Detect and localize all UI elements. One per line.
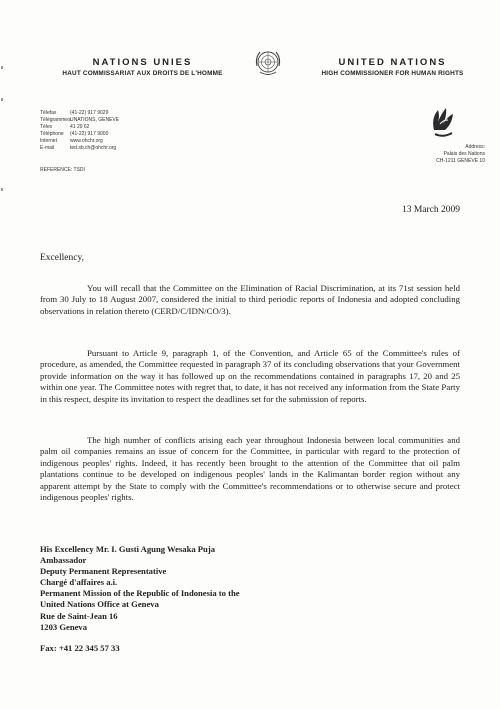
contact-block bbox=[40, 110, 119, 152]
contact-label: Téléphone bbox=[40, 131, 64, 137]
contact-label: Télex bbox=[40, 124, 53, 130]
contact-row bbox=[40, 138, 119, 145]
contact-label: Internet bbox=[40, 138, 57, 144]
addressee-line: Chargé d'affaires a.i. bbox=[40, 577, 118, 588]
contact-value: www.ohchr.org bbox=[70, 138, 103, 144]
contact-label: Télégrammes bbox=[40, 117, 71, 123]
addressee-line: 1203 Geneva bbox=[40, 621, 88, 632]
addressee-line: Ambassador bbox=[40, 555, 87, 566]
fax-number: Fax: +41 22 345 57 33 bbox=[40, 642, 120, 653]
org-title-english: UNITED NATIONS bbox=[338, 57, 447, 68]
contact-value: ted.sb.ch@ohchr.org bbox=[70, 145, 117, 151]
scan-mark bbox=[1, 66, 3, 69]
addressee-block bbox=[40, 544, 240, 654]
address-line: CH-1211 GENEVE 10 bbox=[436, 158, 485, 164]
scan-mark bbox=[1, 98, 3, 101]
contact-label: Télefax bbox=[40, 110, 57, 116]
addressee-line: Permanent Mission of the Republic of Indonesia to the bbox=[40, 588, 240, 599]
contact-row bbox=[40, 124, 119, 131]
body-paragraph bbox=[40, 348, 460, 405]
letterhead-french bbox=[40, 57, 245, 78]
addressee-line: Rue de Saint-Jean 16 bbox=[40, 610, 118, 621]
reference-line: REFERENCE: TSDI bbox=[40, 167, 85, 173]
org-subtitle-english: HIGH COMMISSIONER FOR HUMAN RIGHTS bbox=[321, 70, 464, 77]
paragraph-text: Pursuant to Article 9, paragraph 1, of the Convention, and Article 65 of the Committee's rules of procedure, as amended, the Committee requested in paragraph 37 of its concluding observations that your Government provide information on the way it has followed up on the recommendations contained in paragraphs 17, 20 and 25 within one year. The Committee notes with regret that, to date, it has not received any information from the State Party in this respect, despite its invitation to respect the deadlines set for the submission of reports. bbox=[40, 348, 460, 404]
body-paragraph bbox=[40, 435, 460, 503]
paragraph-text: You will recall that the Committee on the Elimination of Racial Discrimination, at its 71st session held from 30 July to 18 August 2007, considered the initial to third periodic reports of Indonesia and adopted concluding observations in relation thereto (CERD/C/IDN/CO/3). bbox=[40, 283, 460, 316]
paragraph-text: The high number of conflicts arising each year throughout Indonesia between local communities and palm oil companies remains an issue of concern for the Committee, in particular with regard to the protection of indigenous peoples' rights. Indeed, it has recently been brought to the attention of the Committee that oil palm plantations continue to be developed on indigenous peoples' lands in the Kalimantan border region without any apparent attempt by the State to comply with the Committee's recommendations or to otherwise secure and protect indigenous peoples' rights. bbox=[40, 435, 460, 503]
mailing-address bbox=[375, 144, 485, 165]
letterhead-english bbox=[300, 57, 485, 78]
contact-value: 41 29 62 bbox=[70, 124, 90, 130]
contact-value: UNATIONS, GENEVE bbox=[70, 117, 120, 123]
contact-row bbox=[40, 145, 119, 152]
address-line: Palais des Nations bbox=[443, 151, 485, 157]
addressee-line: United Nations Office at Geneva bbox=[40, 599, 159, 610]
org-title-french: NATIONS UNIES bbox=[92, 57, 193, 68]
contact-value: (41-22) 917 9000 bbox=[70, 131, 109, 137]
body-paragraph bbox=[40, 283, 460, 317]
ohchr-hands-logo-icon bbox=[428, 100, 458, 140]
contact-row bbox=[40, 110, 119, 117]
addressee-line: Deputy Permanent Representative bbox=[40, 566, 167, 577]
un-emblem-icon bbox=[253, 48, 283, 78]
contact-row bbox=[40, 131, 119, 138]
letter-date: 13 March 2009 bbox=[401, 205, 460, 215]
contact-label: E-mail bbox=[40, 145, 55, 151]
address-line: Address: bbox=[465, 144, 485, 150]
org-subtitle-french: HAUT COMMISSARIAT AUX DROITS DE L'HOMME bbox=[62, 70, 223, 77]
scan-mark bbox=[1, 188, 3, 191]
salutation: Excellency, bbox=[40, 253, 84, 263]
addressee-line: His Excellency Mr. I. Gusti Agung Wesaka Puja bbox=[40, 544, 215, 554]
contact-row bbox=[40, 117, 119, 124]
contact-value: (41-22) 917 9029 bbox=[70, 110, 109, 116]
